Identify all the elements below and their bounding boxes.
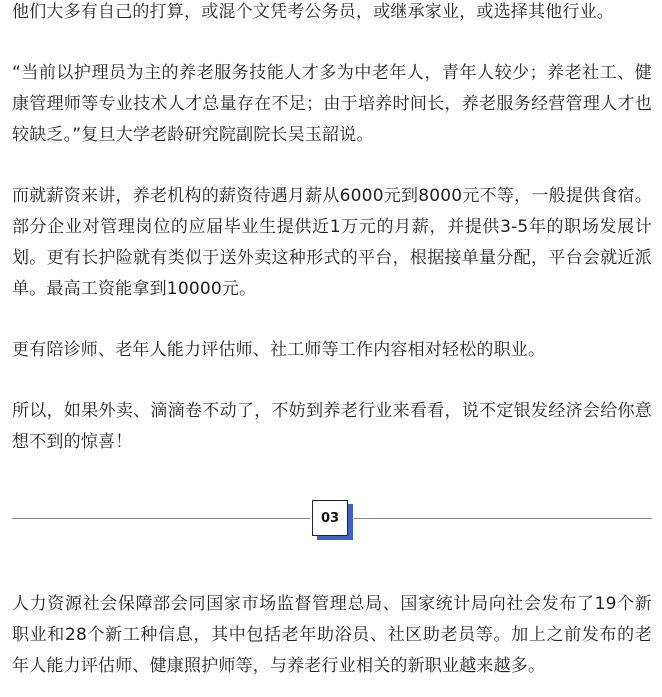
section-number-badge bbox=[312, 500, 348, 536]
paragraph-3-salary: 而就薪资来讲，养老机构的薪资待遇月薪从6000元到8000元不等，一般提供食宿。部分企业对管理岗位的应届毕业生提供近1万元的月薪，并提供3-5年的职场发展计划。更有长护险就有类似于送外卖这种形式的平台，根据接单量分配，平台会就近派单。最高工资能拿到10000元。 bbox=[12, 186, 652, 299]
paragraph-1: 他们大多有自己的打算，或混个文凭考公务员，或继承家业，或选择其他行业。 bbox=[12, 2, 614, 22]
divider-line-right bbox=[354, 518, 652, 519]
divider-line-left bbox=[12, 518, 310, 519]
paragraph-5: 所以，如果外卖、滴滴卷不动了，不妨到养老行业来看看，说不定银发经济会给你意想不到的惊喜！ bbox=[12, 401, 652, 452]
paragraph-6-new-jobs: 人力资源社会保障部会同国家市场监督管理总局、国家统计局向社会发布了19个新职业和28个新工种信息，其中包括老年助浴员、社区助老员等。加上之前发布的老年人能力评估师、健康照护师等，与养老行业相关的新职业越来越多。 bbox=[12, 594, 652, 676]
paragraph-4: 更有陪诊师、老年人能力评估师、社工师等工作内容相对轻松的职业。 bbox=[12, 340, 546, 360]
section-number: 03 bbox=[320, 510, 340, 526]
section-divider bbox=[12, 500, 652, 544]
paragraph-2-quote: “当前以护理员为主的养老服务技能人才多为中老年人，青年人较少；养老社工、健康管理师等专业技术人才总量存在不足；由于培养时间长，养老服务经营管理人才也较缺乏。”复旦大学老龄研究院副院长吴玉韶说。 bbox=[12, 63, 652, 145]
